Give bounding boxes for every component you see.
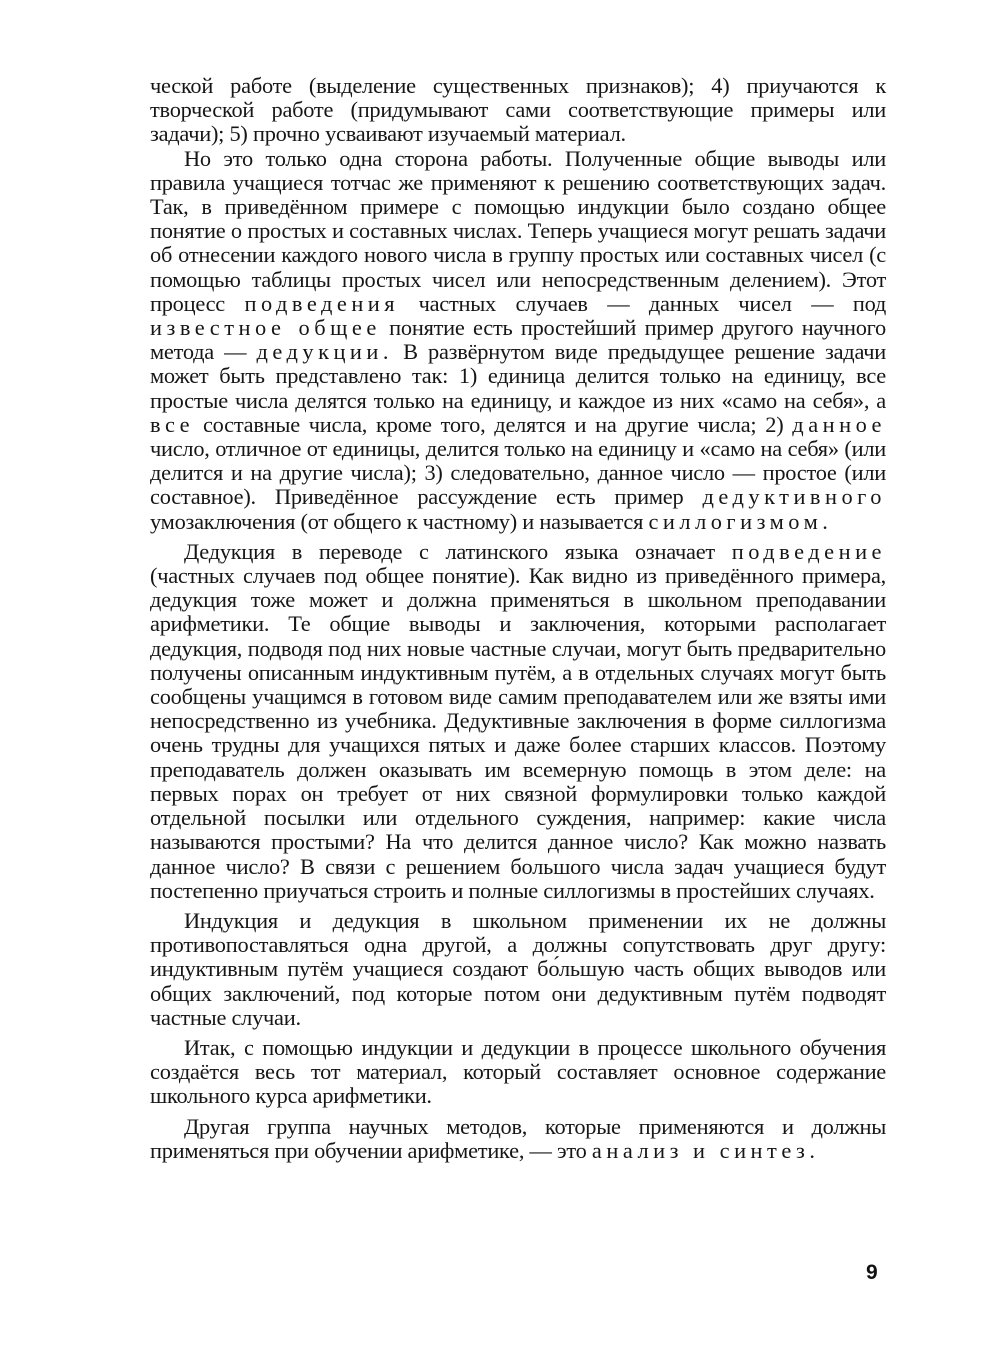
emphasis-run: известное общее [150, 315, 381, 341]
text-run: Дедукция в переводе с латинского языка означает [184, 538, 732, 564]
text-run: умозаключения (от общего к частному) и называется [150, 508, 649, 534]
emphasis-run: подведение [731, 538, 886, 564]
text-run: Индукция и дедукция в школьном применении их не должны противопоставляться одна другой, а должны сопутствовать друг другу: индуктивным путём учащиеся создают бо́льшую часть общих выводов или общих заключений, под которые потом они дедуктивным путём подводят частные случаи. [150, 907, 886, 1030]
text-run: понятие есть простейший пример другого научного метода — [150, 315, 886, 365]
paragraph-5 [150, 1036, 886, 1109]
text-run: составные числа, кроме того, делятся и на другие числа; 2) [194, 411, 793, 437]
emphasis-run: дедуктивного [702, 484, 886, 510]
emphasis-run: подведения [244, 290, 400, 316]
text-run: частных случаев — данных чисел — под [399, 290, 887, 316]
paragraph-1 [150, 74, 886, 147]
text-run: Итак, с помощью индукции и дедукции в процессе школьного обучения создаётся весь тот материал, который составляет основное содержание школьного курса арифметики. [150, 1034, 886, 1109]
text-run: Другая группа научных методов, которые применяются и должны применяться при обучении арифметике, — это [150, 1113, 886, 1163]
paragraph-3 [150, 540, 886, 903]
emphasis-run: анализ и синтез. [591, 1137, 820, 1163]
emphasis-run: все [150, 411, 195, 437]
paragraph-6 [150, 1115, 886, 1163]
text-run: (частных случаев под общее понятие). Как видно из приведённого примера, дедукция тоже может и должна применяться в школьном преподавании арифметики. Те общие выводы и заключения, которыми располагает дедукция, подводя под них новые частные случаи, могут быть предварительно получены описанным индуктивным путём, а в отдельных случаях могут быть сообщены учащимся в готовом виде самим преподавателем или же взяты ими непосредственно из учебника. Дедуктивные заключения в форме силлогизма очень трудны для учащихся пятых и даже более старших классов. Поэтому преподаватель должен оказывать им всемерную помощь в этом деле: на первых порах он требует от них связной формулировки только каждой отдельной посылки или отдельного суждения, например: какие числа называются простыми? На что делится данное число? Как можно назвать данное число? В связи с решением большого числа задач учащиеся будут постепенно приучаться строить и полные силлогизмы в простейших случаях. [150, 563, 886, 903]
emphasis-run: данное [792, 411, 886, 437]
paragraph-4 [150, 909, 886, 1030]
page-number: 9 [866, 1261, 878, 1284]
text-run: В развёрнутом виде предыдущее решение задачи может быть представлено так: 1) единица делится только на единицу, все простые числа делятся только на единицу, и каждое из них «само на себя», а [150, 339, 886, 413]
emphasis-run: силлогизмом. [648, 508, 833, 534]
page-body [150, 74, 886, 1254]
text-run: Но это только одна сторона работы. Полученные общие выводы или правила учащиеся тотчас же применяют к решению соответствующих задач. Так, в приведённом примере с помощью индукции было создано общее понятие о простых и составных числах. Теперь учащиеся могут решать задачи об отнесении каждого нового числа в группу простых или составных чисел (с помощью таблицы простых чисел или непосредственным делением). Этот процесс [150, 145, 886, 316]
text-run: число, отличное от единицы, делится только на единицу и «само на себя» (или делится и на другие числа); 3) следовательно, данное число — простое (или составное). Приведённое рассуждение есть пример [150, 436, 886, 510]
paragraph-2 [150, 147, 886, 534]
text-run: ческой работе (выделение существенных признаков); 4) приучаются к творческой работе (придумывают сами соответствующие примеры или задачи); 5) прочно усваивают изучаемый материал. [150, 73, 886, 147]
emphasis-run: дедукции. [256, 339, 393, 365]
